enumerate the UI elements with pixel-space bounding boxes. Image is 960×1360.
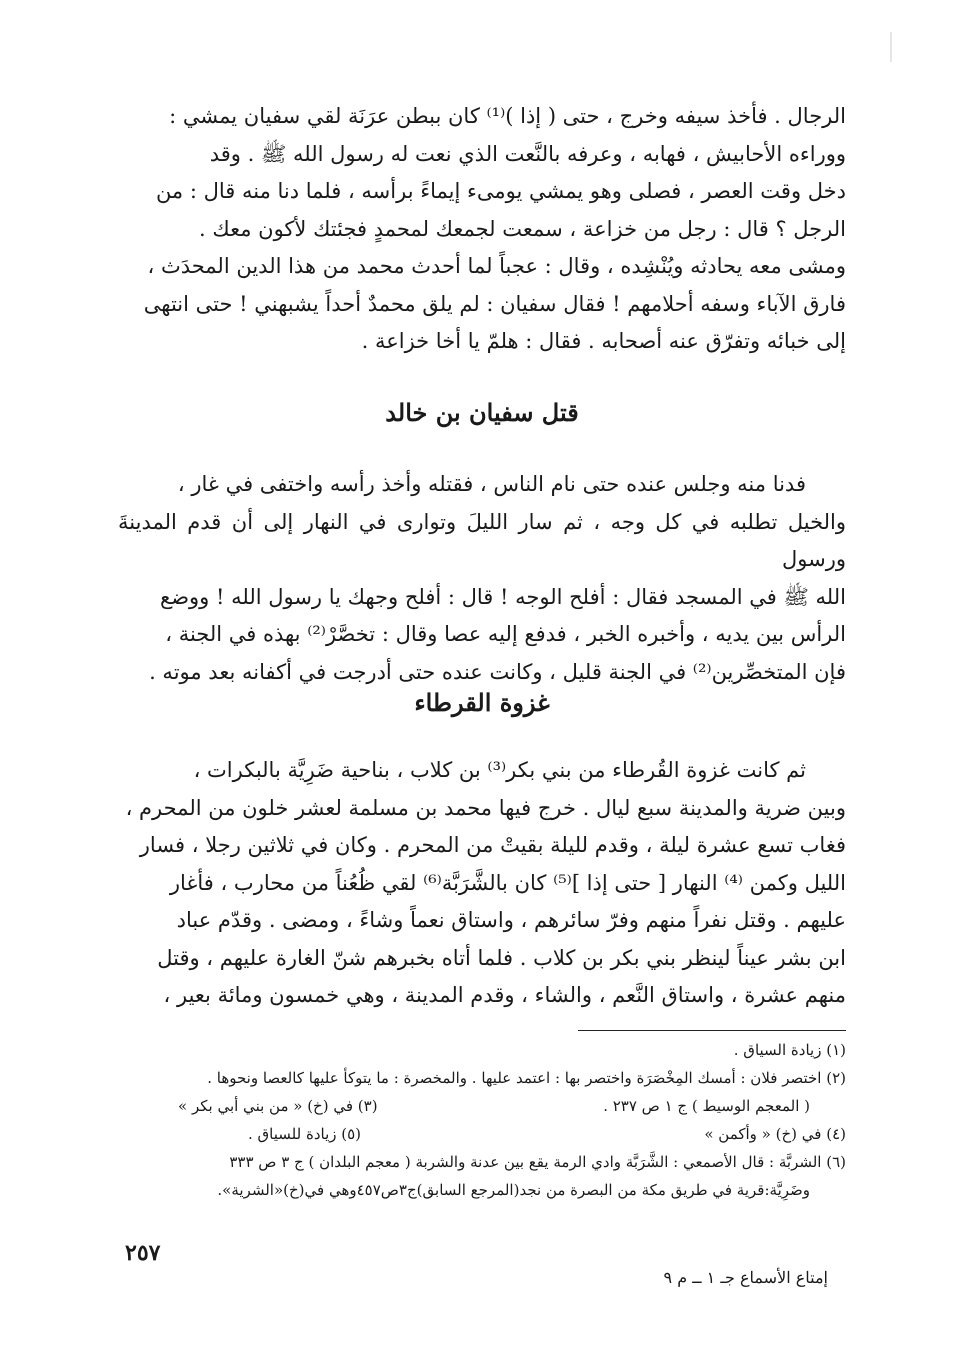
footnote-1: (١) زيادة السياق . <box>733 1041 846 1059</box>
paragraph-3 <box>118 752 846 1015</box>
paragraph-1-line-2: ووراءه الأحابيش ، فهابه ، وعرفه بالنَّعت الذي نعت له رسول الله ﷺ . وقد <box>209 141 846 166</box>
paragraph-2-line-1: فدنا منه وجلس عنده حتى نام الناس ، فقتله وأخذ رأسه واختفى في غار ، <box>177 472 806 496</box>
paragraph-2-line-4: الرأس بين يديه ، وأخبره الخبر ، فدفع إليه عصا وقال : تخصَّرْ⁽²⁾ بهذه في الجنة ، <box>165 622 846 646</box>
footnote-2: (٢) اختصر فلان : أمسك المِخْصَرَة واختصر بها : اعتمد عليها . والمخصرة : ما يتوكأ عليها كالعصا ونحوها . <box>207 1069 846 1087</box>
footnote-4: (٤) في (خ) « وأكمن » <box>704 1125 846 1143</box>
footnote-2-source: ( المعجم الوسيط ) ج ١ ص ٢٣٧ . <box>603 1097 810 1115</box>
paragraph-2 <box>118 466 846 691</box>
paragraph-3-line-6: ابن بشر عيناً لينظر بني بكر بن كلاب . فلما أتاه بخبرهم شنّ الغارة عليهم ، وقتل <box>157 945 846 970</box>
paragraph-2-line-3: الله ﷺ في المسجد فقال : أفلح الوجه ! قال : أفلح وجهك يا رسول الله ! ووضع <box>160 584 846 609</box>
footnote-row-4-5 <box>118 1120 846 1148</box>
section-heading-1: قتل سفيان بن خالد <box>385 398 579 427</box>
section-heading-2: غزوة القرطاء <box>414 688 550 717</box>
footnotes <box>118 1036 846 1204</box>
paragraph-1-line-4: الرجل ؟ قال : رجل من خزاعة ، سمعت لجمعك لمحمدٍ فجئتك لأكون معك . <box>199 216 846 241</box>
paragraph-2-line-2: والخيل تطلبه في كل وجه ، ثم سار الليلَ وتوارى في النهار إلى أن قدم المدينةَ ورسول <box>118 509 846 571</box>
paragraph-3-line-1: ثم كانت غزوة القُرطاء من بني بكر⁽³⁾ بن كلاب ، بناحية ضَرِيَّة بالبكرات ، <box>193 758 806 782</box>
footnote-5: (٥) زيادة للسياق . <box>248 1125 362 1143</box>
paragraph-3-line-2: وبين ضرية والمدينة سبع ليال . خرج فيها محمد بن مسلمة لعشر خلون من المحرم ، <box>125 795 846 820</box>
paragraph-1-line-3: دخل وقت العصر ، فصلى وهو يمشي يومىء إيماءً برأسه ، فلما دنا منه قال : من <box>155 179 846 203</box>
footnote-6: (٦) الشربَّة : قال الأصمعي : الشَّرَبَّة وادي الرمة يقع بين عدنة والشربة ( معجم البلدان ) ج ٣ ص ٣٣٣ <box>229 1153 846 1171</box>
footnote-separator <box>578 1030 846 1031</box>
paragraph-3-line-3: فغاب تسع عشرة ليلة ، وقدم لليلة بقيتْ من المحرم . وكان في ثلاثين رجلا ، فسار <box>139 833 846 857</box>
paragraph-1-line-1: الرجال . فأخذ سيفه وخرج ، حتى ( إذا )⁽¹⁾ كان ببطن عرَنَة لقي سفيان يمشي : <box>169 104 846 128</box>
footnote-3: (٣) في (خ) « من بني أبي بكر » <box>178 1097 378 1115</box>
paragraph-1-line-5: ومشى معه يحادثه ويُنْشِده ، وقال : عجباً لما أحدث محمد من هذا الدين المحدَث ، <box>147 254 846 278</box>
page-number: ٢٥٧ <box>125 1240 161 1266</box>
paragraph-1 <box>118 98 846 361</box>
paragraph-3-line-4: الليل وكمن ⁽⁴⁾ النهار [ حتى إذا ]⁽⁵⁾ كان بالشَّرَبَّة⁽⁶⁾ لقي ظُعُناً من محارب ، فأغار <box>169 870 846 895</box>
paragraph-3-line-7: منهم عشرة ، واستاق النَّعم ، والشاء ، وقدم المدينة ، وهي خمسون ومائة بعير ، <box>163 983 846 1007</box>
footnote-6-continued: وضَرِيَّة:قرية في طريق مكة من البصرة من نجد(المرجع السابق)ج٣ص٤٥٧وهي في(خ)«الشرية». <box>217 1181 810 1199</box>
footnote-row-2-3 <box>118 1092 846 1120</box>
paragraph-1-line-6: فارق الآباء وسفه أحلامهم ! فقال سفيان : لم يلق محمدٌ أحداً يشبهني ! حتى انتهى <box>143 291 846 316</box>
paragraph-3-line-5: عليهم . وقتل نفراً منهم وفرّ سائرهم ، واستاق نعماً وشاءً ، ومضى . وقدّم عباد <box>176 908 846 932</box>
book-signature: إمتاع الأسماع جـ ١ ــ م ٩ <box>663 1268 828 1287</box>
scan-artifact <box>890 32 892 62</box>
paragraph-2-line-5: فإن المتخصِّرين⁽²⁾ في الجنة قليل ، وكانت عنده حتى أدرجت في أكفانه بعد موته . <box>149 659 846 684</box>
paragraph-1-line-7: إلى خبائه وتفرّق عنه أصحابه . فقال : هلمّ يا أخا خزاعة . <box>361 329 846 353</box>
